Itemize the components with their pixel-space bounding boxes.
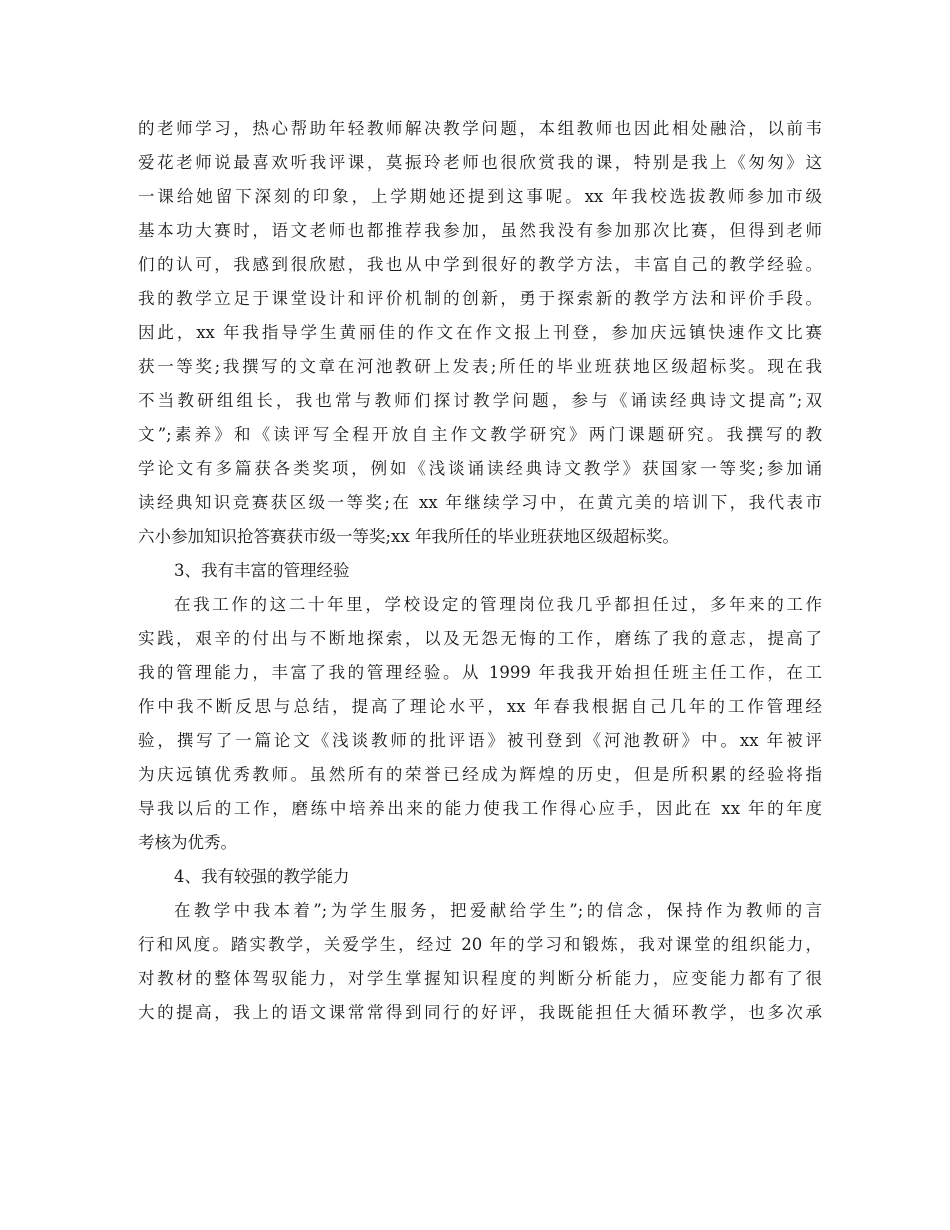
text-line: 六小参加知识抢答赛获市级一等奖;xx 年我所任的毕业班获地区级超标奖。 (138, 527, 679, 546)
document-body (138, 112, 822, 1030)
text-line: 对教材的整体驾驭能力，对学生掌握知识程度的判断分析能力，应变能力都有了很 (138, 969, 822, 988)
text-line: 因此，xx 年我指导学生黄丽佳的作文在作文报上刊登，参加庆远镇快速作文比赛 (138, 323, 822, 342)
text-line: 基本功大赛时，语文老师也都推荐我参加，虽然我没有参加那次比赛，但得到老师 (138, 221, 822, 240)
paragraph-1 (138, 112, 822, 554)
text-line: 读经典知识竞赛获区级一等奖;在 xx 年继续学习中，在黄亢美的培训下，我代表市 (138, 493, 822, 512)
text-line: 导我以后的工作，磨练中培养出来的能力使我工作得心应手，因此在 xx 年的年度 (138, 799, 822, 818)
paragraph-2 (138, 588, 822, 860)
paragraph-3 (138, 894, 822, 1030)
text-line: 实践，艰辛的付出与不断地探索，以及无怨无悔的工作，磨练了我的意志，提高了 (138, 629, 822, 648)
text-line: 学论文有多篇获各类奖项，例如《浅谈诵读经典诗文教学》获国家一等奖;参加诵 (138, 459, 822, 478)
section-heading-4: 4、我有较强的教学能力 (174, 867, 350, 886)
text-line: 文”;素养》和《读评写全程开放自主作文教学研究》两门课题研究。我撰写的教 (138, 425, 822, 444)
text-line: 在我工作的这二十年里，学校设定的管理岗位我几乎都担任过，多年来的工作 (174, 595, 822, 614)
text-line: 们的认可，我感到很欣慰，我也从中学到很好的教学方法，丰富自己的教学经验。 (138, 255, 822, 274)
text-line: 我的教学立足于课堂设计和评价机制的创新，勇于探索新的教学方法和评价手段。 (138, 289, 822, 308)
text-line: 考核为优秀。 (138, 833, 237, 852)
text-line: 我的管理能力，丰富了我的管理经验。从 1999 年我我开始担任班主任工作，在工 (138, 663, 822, 682)
text-line: 大的提高，我上的语文课常常得到同行的好评，我既能担任大循环教学，也多次承 (138, 1003, 822, 1022)
text-line: 为庆远镇优秀教师。虽然所有的荣誉已经成为辉煌的历史，但是所积累的经验将指 (138, 765, 822, 784)
text-line: 爱花老师说最喜欢听我评课，莫振玲老师也很欣赏我的课，特别是我上《匆匆》这 (138, 153, 822, 172)
text-line: 不当教研组组长，我也常与教师们探讨教学问题，参与《诵读经典诗文提高”;双 (138, 391, 822, 410)
text-line: 的老师学习，热心帮助年轻教师解决教学问题，本组教师也因此相处融洽，以前韦 (138, 119, 822, 138)
text-line: 作中我不断反思与总结，提高了理论水平，xx 年春我根据自己几年的工作管理经 (138, 697, 822, 716)
text-line: 一课给她留下深刻的印象，上学期她还提到这事呢。xx 年我校选拔教师参加市级 (138, 187, 822, 206)
section-heading-3: 3、我有丰富的管理经验 (174, 561, 350, 580)
text-line: 验，撰写了一篇论文《浅谈教师的批评语》被刊登到《河池教研》中。xx 年被评 (138, 731, 822, 750)
text-line: 在教学中我本着”;为学生服务，把爱献给学生”;的信念，保持作为教师的言 (174, 901, 822, 920)
text-line: 行和风度。踏实教学，关爱学生，经过 20 年的学习和锻炼，我对课堂的组织能力， (138, 935, 822, 954)
text-line: 获一等奖;我撰写的文章在河池教研上发表;所任的毕业班获地区级超标奖。现在我 (138, 357, 822, 376)
